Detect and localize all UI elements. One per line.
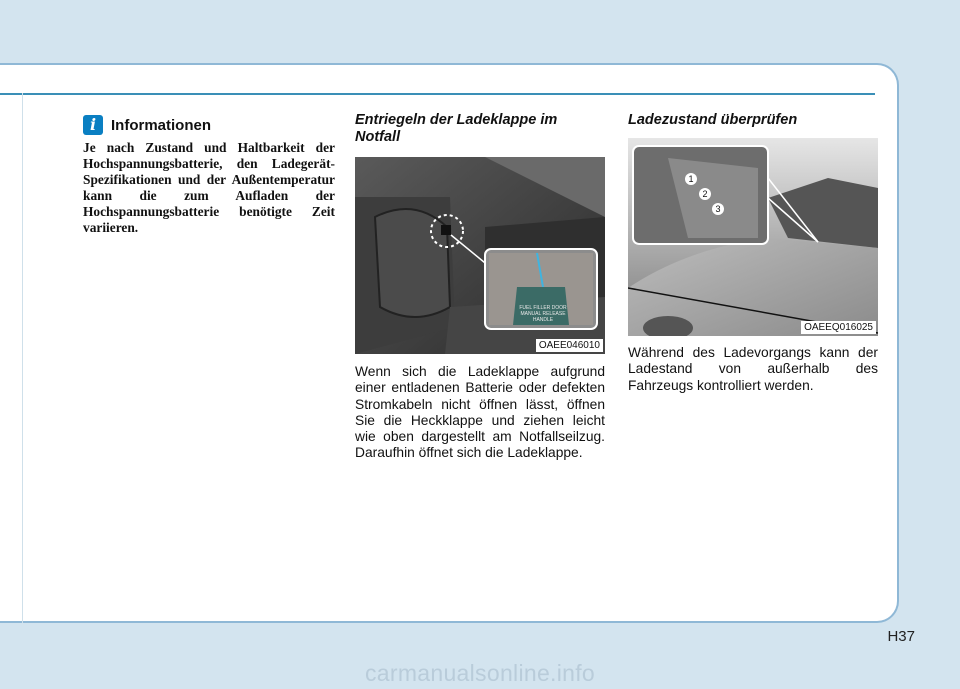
car-figure [628,138,878,336]
car-illustration [628,138,878,336]
info-text: Je nach Zustand und Haltbarkeit der Hochspannungsbatterie, den Ladegerät-Spezifikationen und der Außentemperatur kann die zum Aufladen der Hochspannungsbatterie benötigte Zeit variieren. [83,140,335,235]
marker-3: 3 [712,203,724,215]
info-title: Informationen [111,116,211,134]
figure-code: OAEEQ016025 [801,321,876,334]
marker-2: 2 [699,188,711,200]
marker-1: 1 [685,173,697,185]
info-icon: i [83,115,103,135]
info-header [83,115,211,135]
page-number: H37 [887,628,915,645]
trunk-illustration [355,157,605,354]
emergency-release-text: Wenn sich die Ladeklappe aufgrund einer entladenen Batterie oder defekten Stromkabeln nicht öffnen lässt, öffnen Sie die Heckklappe und ziehen leicht wie oben dargestellt am Notfallseilzug. Daraufhin öffnet sich die Ladeklappe. [355,364,605,461]
trunk-figure [355,157,605,354]
section-heading-charge-status: Ladezustand überprüfen [628,112,798,128]
section-heading-emergency-release: Entriegeln der Ladeklappe im Notfall [355,112,558,145]
charge-status-text: Während des Ladevorgangs kann der Ladestand von außerhalb des Fahrzeugs kontrolliert werden. [628,345,878,393]
figure-code: OAEE046010 [536,339,603,352]
margin-rule [22,93,23,623]
release-tag-label: FUEL FILLER DOOR MANUAL RELEASE HANDLE [519,305,567,323]
watermark[interactable]: carmanualsonline.info [364,660,596,686]
header-rule [0,93,875,95]
